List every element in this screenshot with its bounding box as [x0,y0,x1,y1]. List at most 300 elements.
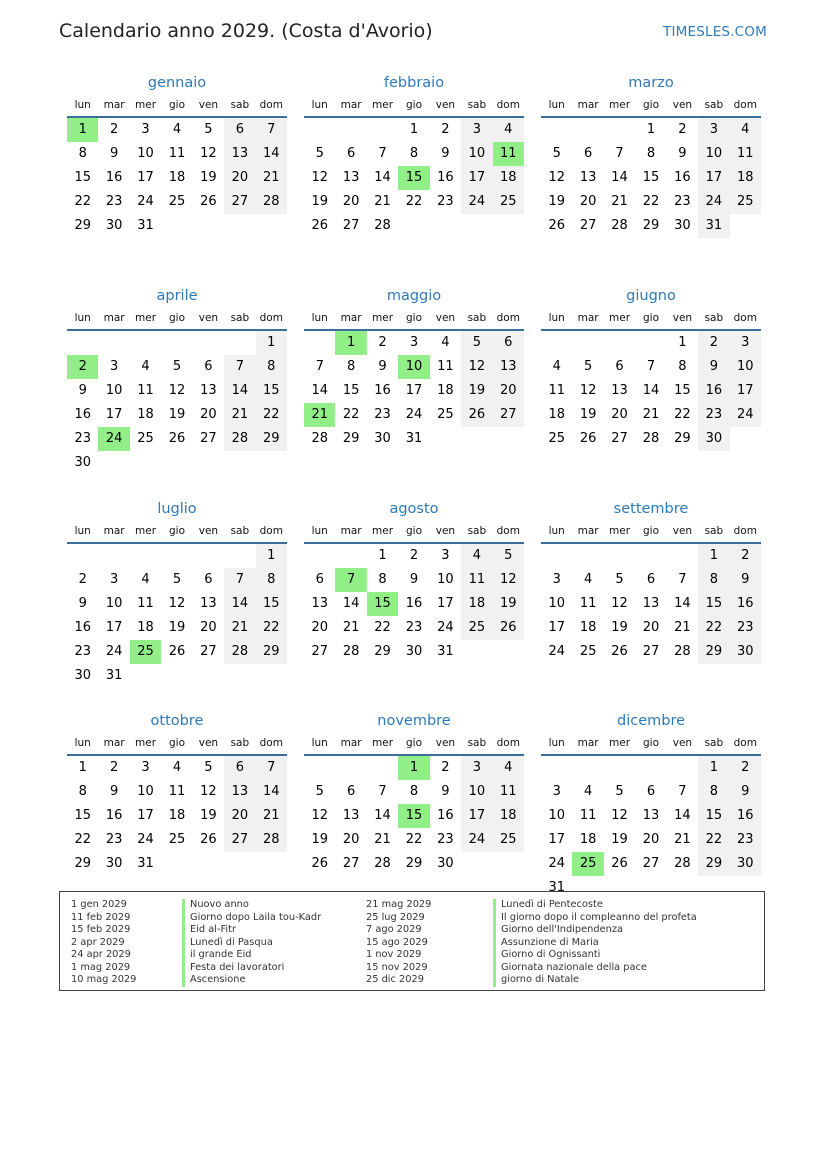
day: 3 [441,548,450,563]
day: 13 [224,780,255,804]
day: 11 [168,146,186,161]
day: 13 [342,170,360,185]
day: 19 [548,194,565,209]
empty-day [335,118,366,142]
day: 27 [311,644,328,659]
day: 8 [409,784,419,799]
day: 5 [172,572,182,587]
legend-dates-left [71,899,136,987]
day: 6 [493,331,524,355]
empty-day [98,331,129,355]
day: 14 [674,808,691,823]
holiday-date: 15 nov 2029 [366,961,428,973]
day: 23 [674,194,691,209]
day: 28 [674,856,691,871]
day: 22 [698,828,729,852]
day: 21 [342,620,360,635]
day: 21 [224,616,255,640]
day: 24 [548,856,565,871]
day: 22 [642,194,660,209]
weekday-label: ven [672,312,693,324]
day: 9 [730,780,761,804]
weekday-header [304,520,524,544]
empty-day [161,544,192,568]
holiday-date: 11 feb 2029 [71,911,131,923]
day: 30 [74,455,91,470]
day: 1 [256,544,287,568]
month-block [67,499,287,711]
month-name: giugno [626,288,676,304]
day: 1 [378,548,387,563]
day: 28 [224,640,255,664]
day: 14 [374,170,391,185]
day: 31 [137,218,154,233]
empty-day [572,756,603,780]
day: 4 [172,122,182,137]
day: 26 [200,194,217,209]
weekday-label: mer [135,312,157,324]
month-row [67,73,761,286]
empty-day [572,331,603,355]
day: 25 [493,190,524,214]
day: 8 [378,572,387,587]
day: 30 [730,640,761,664]
day: 22 [256,403,287,427]
weekday-label: gio [642,312,659,324]
day: 19 [200,170,217,185]
month-name: marzo [628,75,674,91]
holiday-name: Lunedì di Pasqua [182,937,321,950]
day: 19 [168,620,186,635]
day: 27 [579,218,597,233]
day: 27 [493,403,524,427]
day: 4 [493,118,524,142]
weekday-label: lun [548,737,565,749]
month-block [304,286,524,499]
day: 13 [579,170,597,185]
day: 10 [730,355,761,379]
day: 2 [678,122,687,137]
day: 9 [698,355,729,379]
day: 28 [611,218,628,233]
day: 16 [405,596,423,611]
day: 28 [674,644,691,659]
day: 12 [200,784,217,799]
year-calendar [67,73,761,924]
day: 13 [342,808,360,823]
weekday-label: gio [642,737,659,749]
weekday-label: lun [74,737,91,749]
empty-day [667,756,698,780]
day: 11 [493,780,524,804]
day: 5 [204,760,213,775]
day: 26 [579,431,597,446]
empty-day [604,118,635,142]
day: 5 [615,572,624,587]
day: 12 [461,355,492,379]
holiday-date: 1 mag 2029 [71,961,131,973]
weekday-label: dom [733,312,757,324]
day: 17 [405,383,423,398]
day: 27 [224,828,255,852]
day: 9 [378,359,387,374]
day: 16 [105,170,123,185]
day: 3 [730,331,761,355]
empty-day [604,544,635,568]
holiday-legend [59,891,765,991]
day: 29 [342,431,360,446]
day-grid [304,544,524,664]
day: 22 [405,832,423,847]
day: 11 [137,383,154,398]
day: 14 [224,379,255,403]
day: 10 [461,142,492,166]
holiday-name: Assunzione di Maria [493,937,697,950]
day-grid [541,118,761,238]
day: 18 [493,804,524,828]
day: 27 [342,218,360,233]
day: 6 [204,572,213,587]
day-grid [304,331,524,451]
month-block [541,286,761,499]
day: 20 [200,620,217,635]
day: 17 [730,379,761,403]
day: 26 [461,403,492,427]
weekday-label: mar [340,525,362,537]
day: 14 [256,780,287,804]
weekday-label: mer [372,312,394,324]
day: 18 [461,592,492,616]
day: 25 [461,616,492,640]
day: 16 [437,170,454,185]
day: 29 [374,644,391,659]
day: 20 [642,620,660,635]
day: 24 [105,644,123,659]
day: 5 [583,359,593,374]
weekday-label: mar [577,99,599,111]
day: 23 [374,407,391,422]
day: 8 [78,784,87,799]
holiday-name: Giornata nazionale della pace [493,962,697,975]
legend-dates-right [366,899,431,987]
day-grid [541,331,761,451]
day: 7 [224,355,255,379]
empty-day [541,544,572,568]
holiday-date: 21 mag 2029 [366,899,432,910]
day: 5 [552,146,561,161]
day: 24 [437,620,454,635]
weekday-label: lun [548,525,565,537]
day: 22 [374,620,391,635]
day: 27 [200,644,217,659]
day: 23 [405,620,423,635]
day: 21 [674,832,691,847]
day: 19 [200,808,217,823]
day: 25 [730,190,761,214]
weekday-label: sab [467,737,487,749]
day: 5 [315,146,324,161]
day: 20 [493,379,524,403]
day: 7 [256,756,287,780]
holiday-name: il grande Eid [182,949,321,962]
day: 6 [646,572,656,587]
day: 26 [168,644,186,659]
day: 25 [137,431,154,446]
day: 28 [224,427,255,451]
holiday-day: 1 [67,118,98,142]
day: 29 [698,852,729,876]
day: 18 [579,620,597,635]
day: 12 [493,568,524,592]
day: 3 [141,760,150,775]
day: 4 [172,760,182,775]
day: 26 [611,644,628,659]
month-name: settembre [613,501,689,517]
holiday-date: 10 mag 2029 [71,974,137,985]
day: 24 [137,194,154,209]
weekday-label: sab [467,312,487,324]
day: 20 [224,166,255,190]
day: 13 [642,808,660,823]
day: 25 [437,407,454,422]
day: 19 [461,379,492,403]
day-grid [67,756,287,876]
day: 18 [137,620,154,635]
weekday-label: lun [74,99,91,111]
empty-day [304,118,335,142]
day: 26 [548,218,565,233]
day: 11 [168,784,186,799]
weekday-label: gio [642,99,659,111]
holiday-name: Eid al-Fitr [182,924,321,937]
month-block [304,73,524,286]
day: 31 [405,431,423,446]
holiday-name: Il giorno dopo il compleanno del profeta [493,912,697,925]
day: 16 [698,379,729,403]
day: 20 [342,194,360,209]
day: 21 [611,194,628,209]
empty-day [367,756,398,780]
holiday-date: 1 gen 2029 [71,899,127,910]
holiday-day: 15 [398,804,429,828]
day: 27 [224,190,255,214]
day-grid [541,756,761,900]
day: 17 [461,804,492,828]
holiday-day: 25 [130,640,161,664]
day: 20 [200,407,217,422]
day: 19 [311,832,328,847]
weekday-label: sab [704,525,724,537]
weekday-label: gio [168,525,185,537]
day: 13 [224,142,255,166]
day: 9 [78,596,87,611]
day: 23 [698,403,729,427]
holiday-date: 15 ago 2029 [366,936,428,948]
day: 24 [730,403,761,427]
day: 10 [461,780,492,804]
day: 6 [224,118,255,142]
day: 13 [200,596,217,611]
day: 29 [405,856,423,871]
day: 10 [137,146,154,161]
day: 7 [615,146,624,161]
weekday-label: sab [467,525,487,537]
day: 27 [642,856,660,871]
day: 13 [611,383,628,398]
day: 14 [311,383,328,398]
empty-day [67,331,98,355]
day: 22 [74,832,91,847]
day: 4 [141,359,150,374]
holiday-date: 25 dic 2029 [366,974,424,985]
holiday-date: 1 nov 2029 [366,949,422,960]
holiday-day: 2 [67,355,98,379]
day: 30 [730,852,761,876]
day: 30 [698,427,729,451]
weekday-label: ven [672,525,693,537]
day: 23 [437,194,454,209]
weekday-label: ven [672,737,693,749]
day: 16 [730,804,761,828]
day: 3 [461,756,492,780]
day: 12 [579,383,597,398]
day: 19 [579,407,597,422]
holiday-day: 15 [367,592,398,616]
weekday-header [541,732,761,756]
day: 30 [374,431,391,446]
day: 4 [552,359,561,374]
day: 4 [441,335,450,350]
empty-day [541,331,572,355]
weekday-label: ven [198,312,219,324]
weekday-label: mar [577,737,599,749]
weekday-label: dom [496,99,520,111]
day: 25 [168,832,186,847]
day: 7 [378,146,387,161]
empty-day [635,544,666,568]
weekday-label: ven [435,99,456,111]
day: 7 [315,359,324,374]
day: 9 [78,383,87,398]
day: 9 [730,568,761,592]
month-name: dicembre [616,713,686,729]
site-link[interactable]: TIMESLES.COM [663,24,767,40]
empty-day [304,331,335,355]
day: 17 [461,166,492,190]
holiday-date: 15 feb 2029 [71,924,131,935]
day: 23 [74,644,91,659]
day: 22 [256,616,287,640]
day: 1 [646,122,656,137]
weekday-label: ven [672,99,693,111]
weekday-label: gio [168,312,185,324]
month-name: maggio [386,288,442,304]
day: 17 [548,620,565,635]
day: 16 [74,620,91,635]
day: 13 [311,596,328,611]
day: 9 [678,146,687,161]
weekday-label: mer [609,525,631,537]
empty-day [604,331,635,355]
month-block [67,286,287,499]
day: 5 [461,331,492,355]
day: 8 [256,568,287,592]
weekday-label: gio [168,99,185,111]
day: 24 [698,190,729,214]
day-grid [67,118,287,238]
empty-day [224,544,255,568]
day: 16 [374,383,391,398]
empty-day [98,544,129,568]
day: 3 [109,359,119,374]
weekday-header [67,307,287,331]
day: 26 [200,832,217,847]
month-name: agosto [389,501,439,517]
day: 10 [105,383,123,398]
day: 26 [493,616,524,640]
weekday-header [541,94,761,118]
day-grid [67,331,287,475]
day: 25 [579,644,597,659]
day: 23 [730,616,761,640]
day: 28 [256,190,287,214]
month-block [541,499,761,711]
holiday-day: 15 [398,166,429,190]
day: 16 [674,170,691,185]
day: 15 [256,592,287,616]
day: 23 [105,194,123,209]
day: 11 [579,596,597,611]
weekday-label: gio [405,312,422,324]
day: 7 [678,784,687,799]
holiday-name: Lunedì di Pentecoste [493,899,697,912]
day: 5 [172,359,182,374]
month-name: aprile [156,288,198,304]
empty-day [335,544,366,568]
day: 24 [461,190,492,214]
day: 21 [674,620,691,635]
day: 5 [493,544,524,568]
weekday-label: gio [168,737,185,749]
weekday-label: mer [372,99,394,111]
day: 27 [642,644,660,659]
holiday-date: 7 ago 2029 [366,924,422,935]
day: 1 [698,544,729,568]
day: 21 [374,194,391,209]
empty-day [541,118,572,142]
day: 31 [548,880,565,895]
weekday-label: lun [74,312,91,324]
holiday-day: 25 [572,852,603,876]
day-grid [304,756,524,876]
day: 7 [224,568,255,592]
day: 7 [378,784,387,799]
holiday-day: 10 [398,355,429,379]
day: 20 [579,194,597,209]
day: 25 [168,194,186,209]
day: 8 [78,146,87,161]
month-name: ottobre [150,713,204,729]
day: 11 [437,359,454,374]
legend-names-right [493,899,697,987]
day: 18 [579,832,597,847]
day: 21 [374,832,391,847]
day: 21 [256,804,287,828]
weekday-label: sab [704,737,724,749]
month-name: gennaio [147,75,207,91]
weekday-label: lun [311,99,328,111]
weekday-header [304,94,524,118]
